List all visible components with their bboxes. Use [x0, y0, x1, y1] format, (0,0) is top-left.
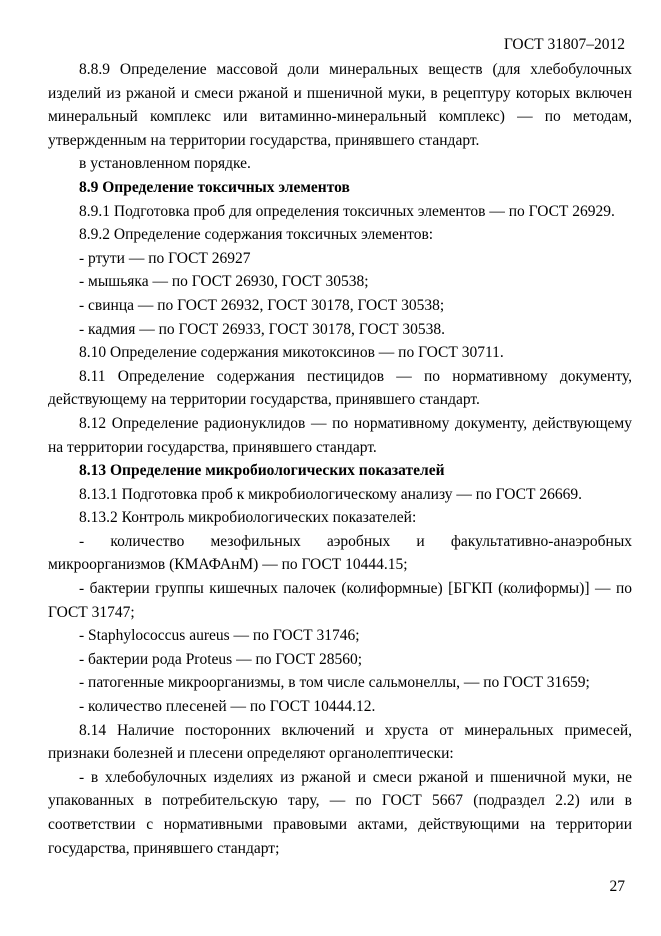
- list-item-lead: - свинца — по ГОСТ 26932, ГОСТ 30178, ГОСТ 30538;: [79, 296, 445, 314]
- paragraph-8-9-2: 8.9.2 Определение содержания токсичных элементов:: [79, 226, 434, 244]
- list-item-arsenic: - мышьяка — по ГОСТ 26930, ГОСТ 30538;: [79, 273, 369, 291]
- paragraph-established-order: в установленном порядке.: [79, 155, 251, 173]
- paragraph-8-14: 8.14 Наличие посторонних включений и хруста от минеральных примесей, признаки болезней и плесени определяют органолептически:: [48, 721, 632, 763]
- section-heading-8-13: 8.13 Определение микробиологических показателей: [79, 462, 445, 480]
- list-item-kmafanm: - количество мезофильных аэробных и факультативно-анаэробных микроорганизмов (КМАФАнМ) — по ГОСТ 10444.15;: [48, 532, 632, 574]
- paragraph-8-8-9: 8.8.9 Определение массовой доли минеральных веществ (для хлебобулочных изделий из ржаной и смеси ржаной и пшеничной муки, в рецептуру которых включен минеральный комплекс или витаминно-минеральный комплекс) — по методам, утвержденным на территории государства, принявшего стандарт.: [48, 61, 632, 149]
- paragraph-8-11: 8.11 Определение содержания пестицидов — по нормативному документу, действующему на территории государства, принявшего стандарт.: [48, 367, 632, 409]
- paragraph-8-13-2: 8.13.2 Контроль микробиологических показателей:: [79, 509, 417, 527]
- section-heading-8-9: 8.9 Определение токсичных элементов: [79, 178, 350, 196]
- paragraph-8-9-1: 8.9.1 Подготовка проб для определения токсичных элементов — по ГОСТ 26929.: [79, 202, 615, 220]
- page-number: 27: [609, 878, 625, 895]
- list-item-proteus: - бактерии рода Proteus — по ГОСТ 28560;: [79, 650, 363, 668]
- list-item-pathogens: - патогенные микроорганизмы, в том числе сальмонеллы, — по ГОСТ 31659;: [79, 674, 590, 692]
- list-item-mercury: - ртути — по ГОСТ 26927: [79, 249, 251, 267]
- paragraph-8-10: 8.10 Определение содержания микотоксинов — по ГОСТ 30711.: [79, 344, 504, 362]
- list-item-unpacked-products: - в хлебобулочных изделиях из ржаной и смеси ржаной и пшеничной муки, не упакованных в потребительскую тару, — по ГОСТ 5667 (подраздел 2.2) или в соответствии с нормативными правовыми актами, действующими на территории государства, принявшего стандарт;: [48, 768, 632, 857]
- list-item-staphylococcus: - Staphylococcus aureus — по ГОСТ 31746;: [79, 627, 360, 645]
- paragraph-8-13-1: 8.13.1 Подготовка проб к микробиологическому анализу — по ГОСТ 26669.: [79, 485, 582, 503]
- list-item-cadmium: - кадмия — по ГОСТ 26933, ГОСТ 30178, ГОСТ 30538.: [79, 320, 446, 338]
- paragraph-8-12: 8.12 Определение радионуклидов — по нормативному документу, действующему на территории государства, принявшего стандарт.: [48, 414, 632, 456]
- list-item-coliform: - бактерии группы кишечных палочек (колиформные) [БГКП (колиформы)] — по ГОСТ 31747;: [48, 580, 632, 621]
- list-item-molds: - количество плесеней — по ГОСТ 10444.12.: [79, 698, 376, 716]
- document-body: [48, 58, 632, 860]
- document-code-header: ГОСТ 31807–2012: [503, 36, 625, 53]
